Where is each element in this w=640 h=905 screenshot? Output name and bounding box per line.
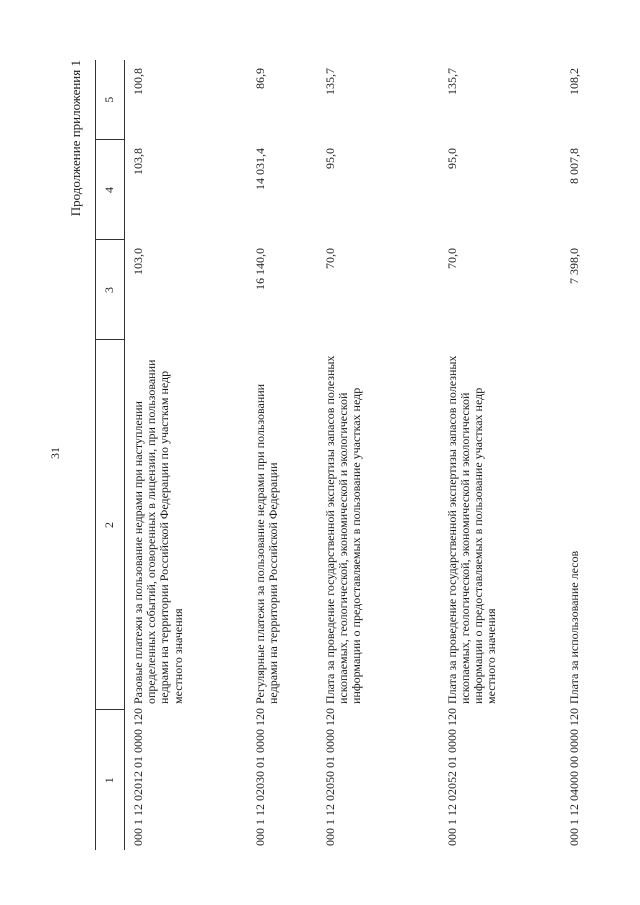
row-code: 000 1 12 02050 01 0000 120 [322, 708, 337, 846]
row-col4: 95,0 [444, 148, 459, 169]
row-col3: 70,0 [444, 248, 459, 269]
row-name: Плата за использование лесов [566, 550, 581, 704]
row-col3: 7 398,0 [566, 248, 581, 284]
row-col5: 86,9 [252, 68, 267, 89]
table-row [439, 60, 561, 850]
row-col5: 135,7 [444, 68, 459, 95]
header-col-2: 2 [96, 340, 125, 710]
row-col4: 95,0 [322, 148, 337, 169]
table-row [317, 60, 439, 850]
header-col-4: 4 [96, 140, 125, 240]
continuation-label: Продолжение приложения 1 [68, 60, 83, 217]
row-col5: 108,2 [566, 68, 581, 95]
header-col-1: 1 [96, 710, 125, 850]
row-code: 000 1 12 02012 01 0000 120 [131, 708, 145, 846]
row-name: Разовые платежи за пользование недрами при наступлении определенных событий, оговоренных в лицензии, при пользовании недрами на территории Российской Федерации по участкам недр местного значения [131, 359, 185, 704]
header-row [96, 60, 125, 850]
table-header [96, 60, 125, 850]
row-col3: 70,0 [322, 248, 337, 269]
row-code: 000 1 12 04000 00 0000 120 [566, 708, 581, 846]
row-name: Плата за проведение государственной экспертизы запасов полезных ископаемых, геологической, экономической и экологической информации о предоставляемых в пользование участках недр [322, 355, 363, 704]
header-col-5: 5 [96, 60, 125, 140]
table-row [561, 60, 589, 850]
row-col5: 135,7 [322, 68, 337, 95]
row-col4: 14 031,4 [252, 148, 267, 190]
row-col4: 103,8 [131, 148, 145, 175]
rotated-document-sheet: 31 Продолжение приложения 1 1 2 3 4 5 000 1 12 02012 01 0000 120 Разовые платежи за пользование недрами при наступлении определенных событий, оговоренных в лицензии, при пользовании недрами на территории Российской Федерации по участкам недр местного значения 103,0 103,8 100,8 000 1 12 02030 01 0000 120 Регулярные платежи за пользование недрами при пользовании недрами на территории Российской Федерации 16 140,0 14 031,4 86,9 000 1 12 02050 01 0000 120 Плата за проведение государственной экспертизы запасов полезных ископаемых, геологической, экономической и экологической информации о предоставляемых в пользование участках недр 70,0 95,0 135,7 000 1 12 02052 01 0000 120 Плата за проведение государственной экспертизы запасов полезных ископаемых, геологической, экономической и экологической информации о предоставляемых в пользование участках недр местного значения 70,0 95,0 135,7 000 1 12 04000 00 0000 120 Плата за использование лесов 7 398,0 8 007,8 108,2 [0, 0, 640, 905]
row-name: Регулярные платежи за пользование недрами при пользовании недрами на территории Российской Федерации [252, 383, 280, 704]
table-body [125, 60, 589, 850]
row-code: 000 1 12 02030 01 0000 120 [252, 708, 267, 846]
header-col-3: 3 [96, 240, 125, 340]
row-col3: 16 140,0 [252, 248, 267, 290]
appendix-table [95, 60, 589, 850]
row-name: Плата за проведение государственной экспертизы запасов полезных ископаемых, геологической, экономической и экологической информации о предоставляемых в пользование участках недр местного значения [444, 355, 499, 704]
row-col4: 8 007,8 [566, 148, 581, 184]
row-col5: 100,8 [131, 68, 145, 95]
row-code: 000 1 12 02052 01 0000 120 [444, 708, 459, 846]
row-col3: 103,0 [131, 248, 145, 275]
table-row [125, 60, 247, 850]
table-row [247, 60, 317, 850]
